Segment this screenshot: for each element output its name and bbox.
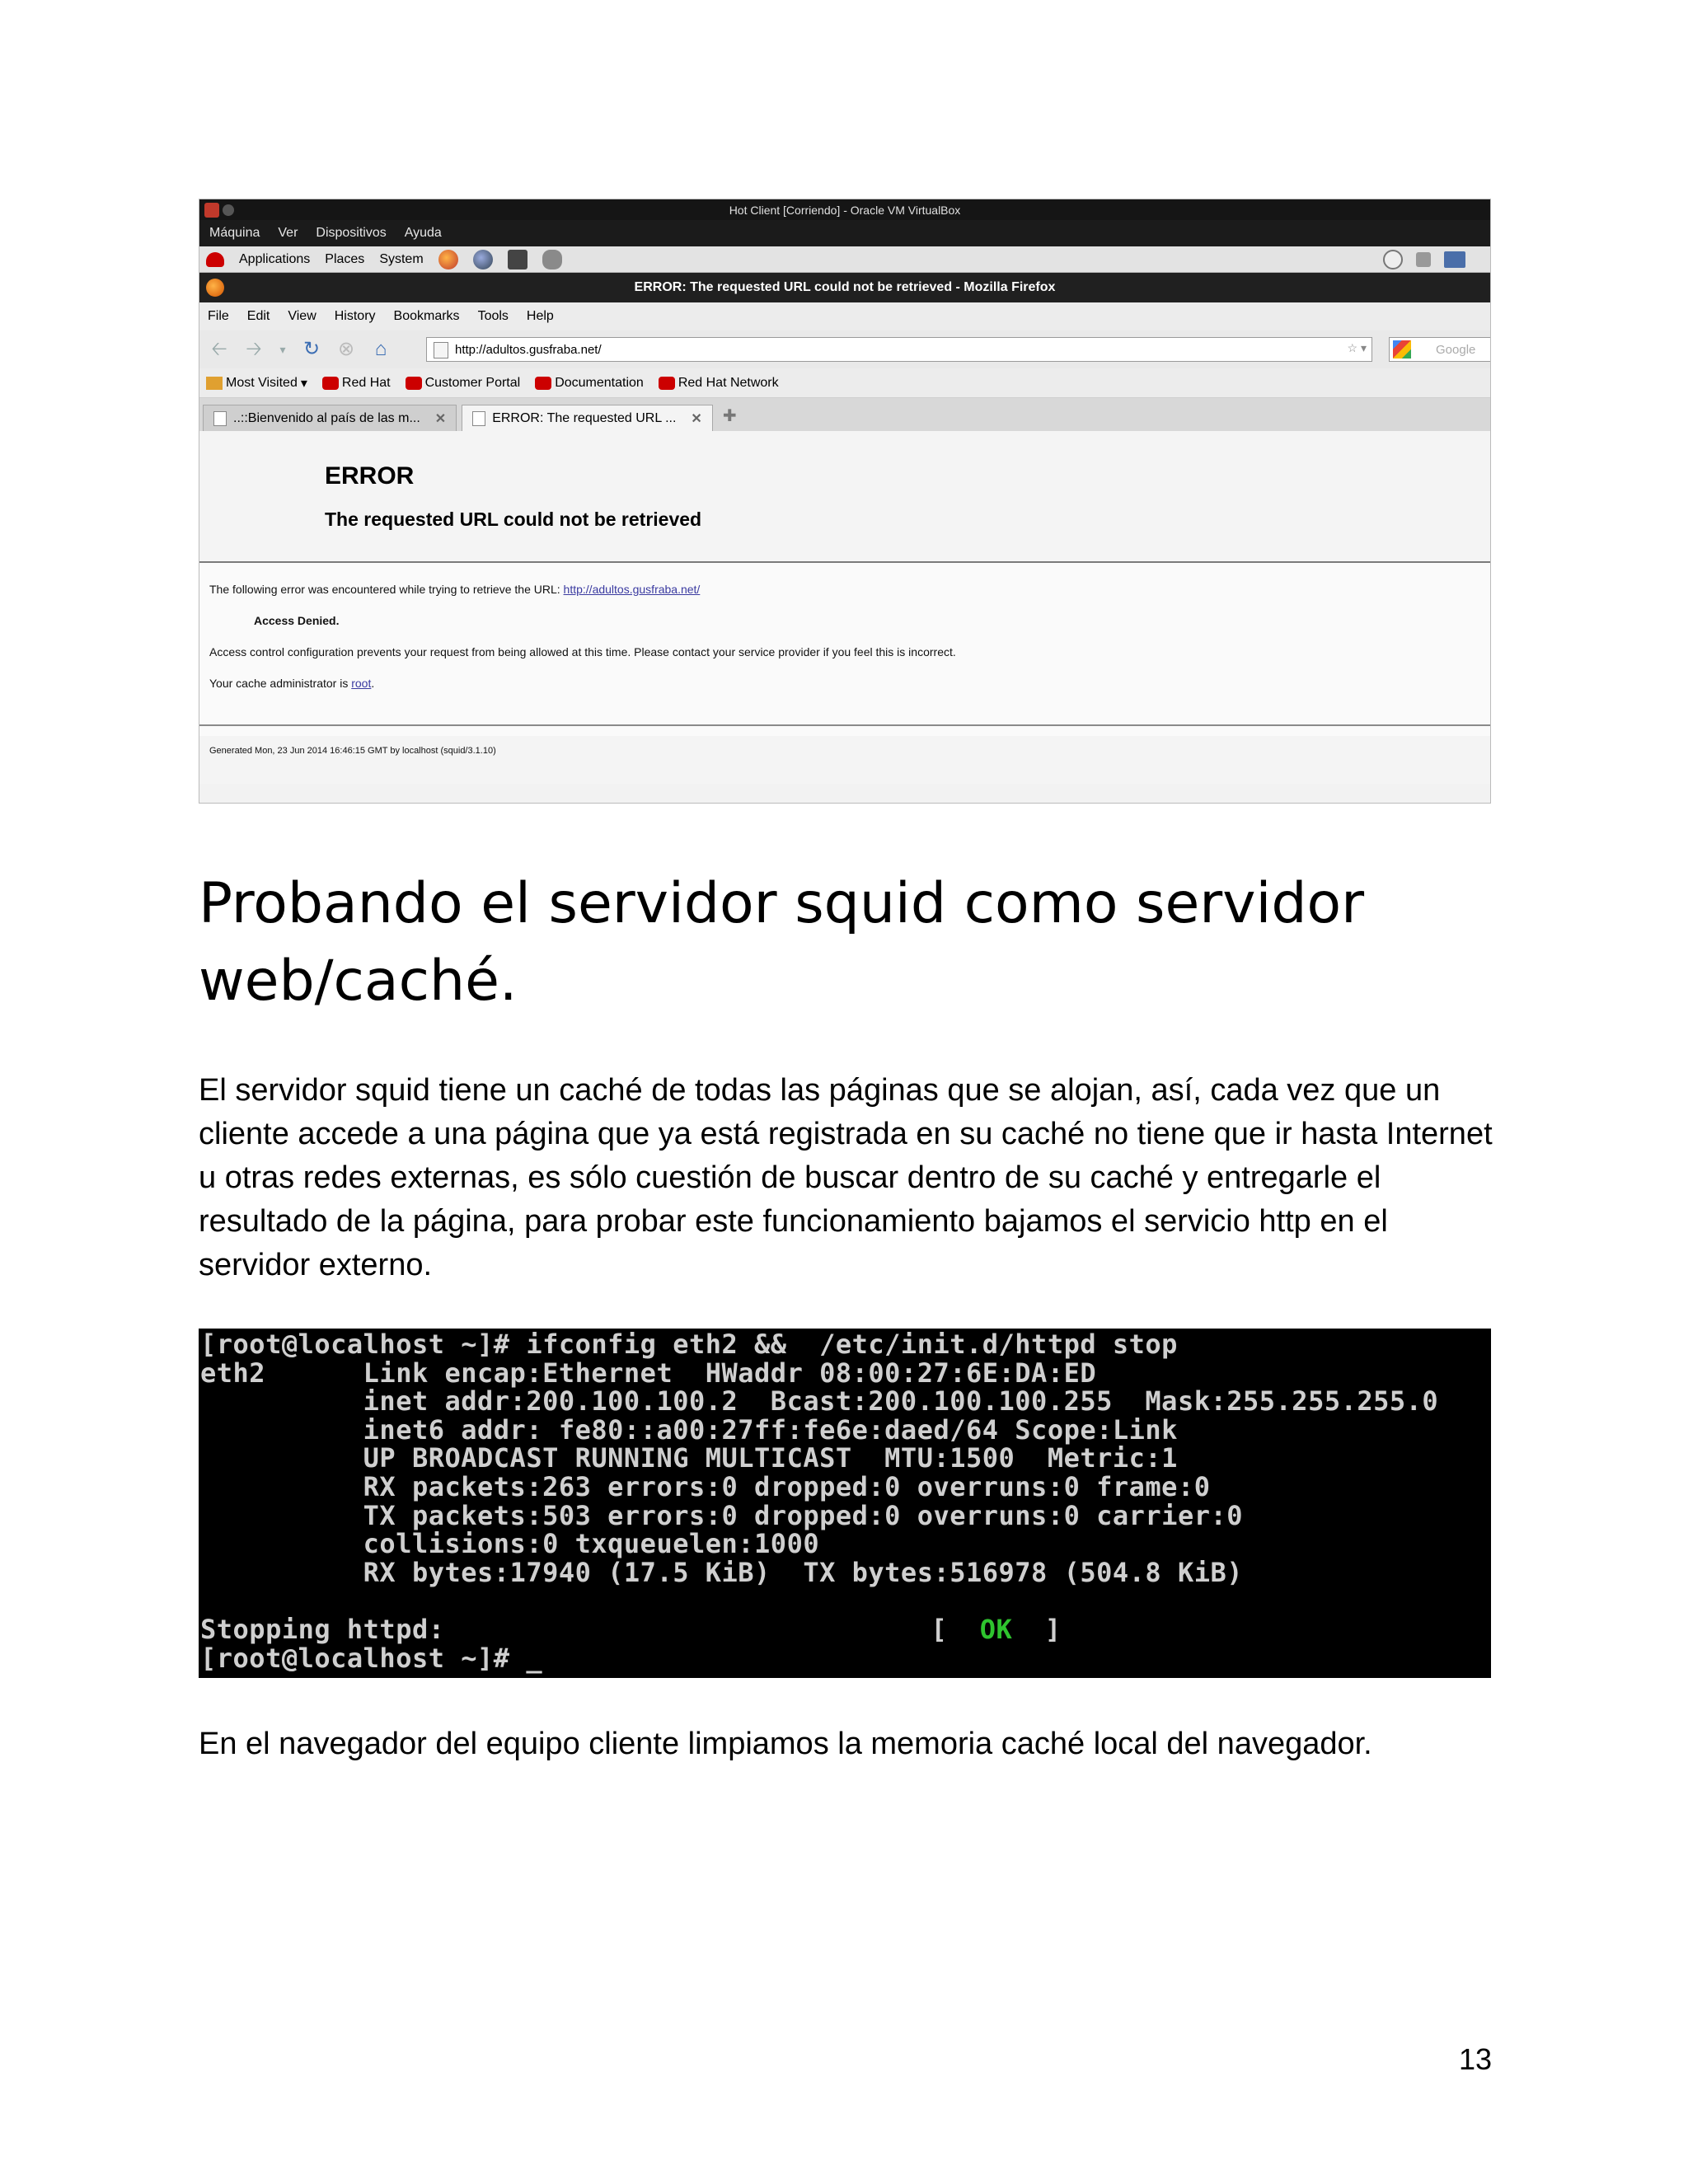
bookmark-label: Red Hat (341, 375, 391, 390)
cache-admin-link[interactable]: root (351, 677, 372, 690)
firefox-titlebar (199, 273, 1490, 302)
forward-arrow-icon[interactable]: 🡢 (246, 338, 262, 360)
tab-bienvenido[interactable] (203, 405, 457, 431)
bookmark-documentation[interactable] (535, 376, 644, 391)
bookmark-label: Red Hat Network (678, 375, 779, 390)
menu-bookmarks[interactable]: Bookmarks (393, 309, 460, 323)
close-icon[interactable]: ✕ (434, 411, 447, 426)
site-identity-icon[interactable] (434, 342, 448, 359)
terminal-line: inet addr:200.100.100.2 Bcast:200.100.100.255 Mask:255.255.255.0 (200, 1385, 1439, 1418)
gnome-top-panel (199, 246, 1490, 273)
bookmark-customer-portal[interactable] (406, 376, 521, 391)
virtualbox-icon (204, 203, 219, 218)
menu-file[interactable]: File (208, 309, 229, 323)
paragraph-clear-cache: En el navegador del equipo cliente limpiamos la memoria caché local del navegador. (199, 1727, 1372, 1761)
stopping-httpd: Stopping httpd: (200, 1613, 445, 1645)
terminal-line: TX packets:503 errors:0 dropped:0 overruns:0 carrier:0 (200, 1499, 1243, 1531)
status-open: [ (931, 1613, 980, 1645)
redhat-bookmark-icon (659, 377, 675, 390)
menu-history[interactable]: History (334, 309, 376, 323)
firefox-icon (206, 279, 224, 297)
paragraph-squid-cache: El servidor squid tiene un caché de todas las páginas que se alojan, así, cada vez que un cliente accede a una página que ya está registrada en su caché no tiene que ir hasta Internet u otras redes externas, es sólo cuestión de buscar dentro de su caché y entregarle el resultado de la página, para probar este funcionamiento bajamos el servicio http en el servidor externo. (199, 1073, 1493, 1282)
chevron-down-icon: ▾ (300, 376, 307, 391)
new-tab-icon[interactable]: ✚ (722, 407, 737, 425)
browser-screenshot (199, 199, 1491, 804)
terminal-output (200, 1330, 1438, 1672)
error-subtitle: The requested URL could not be retrieved (325, 509, 702, 530)
search-placeholder: Google (1436, 342, 1476, 357)
reload-icon[interactable]: ↻ (302, 338, 321, 360)
page-number: 13 (1458, 2042, 1492, 2076)
window-title: ERROR: The requested URL could not be retrieved - Mozilla Firefox (634, 280, 1056, 294)
menu-tools[interactable]: Tools (477, 309, 509, 323)
cache-admin-suffix: . (371, 677, 375, 690)
terminal-launcher-icon[interactable] (508, 250, 528, 269)
redhat-bookmark-icon (406, 377, 422, 390)
bookmark-label: Documentation (555, 375, 644, 390)
cache-admin-line (209, 677, 374, 690)
menu-help[interactable]: Help (526, 309, 554, 323)
virtualbox-title: Hot Client [Corriendo] - Oracle VM VirtualBox (729, 203, 961, 217)
error-url-line (209, 583, 700, 596)
terminal-line: eth2 Link encap:Ethernet HWaddr 08:00:27:6E:DA:ED (200, 1357, 1097, 1389)
footer-divider (199, 724, 1490, 726)
redhat-bookmark-icon (322, 377, 339, 390)
search-box[interactable] (1389, 337, 1491, 362)
home-icon[interactable]: ⌂ (374, 338, 387, 360)
terminal-line: RX bytes:17940 (17.5 KiB) TX bytes:516978 (504.8 KiB) (200, 1556, 1243, 1588)
tab-strip (199, 398, 1490, 431)
terminal-line: UP BROADCAST RUNNING MULTICAST MTU:1500 Metric:1 (200, 1442, 1178, 1474)
terminal-line: collisions:0 txqueuelen:1000 (200, 1528, 820, 1560)
bookmark-label: Customer Portal (424, 375, 521, 390)
status-ok: OK (979, 1613, 1013, 1645)
bookmark-red-hat-network[interactable] (659, 376, 779, 391)
access-denied: Access Denied. (254, 614, 340, 627)
bookmark-star-icon[interactable]: ☆ ▾ (1347, 341, 1367, 354)
generated-line: Generated Mon, 23 Jun 2014 16:46:15 GMT by localhost (squid/3.1.10) (209, 746, 496, 756)
mail-launcher-icon[interactable] (473, 250, 493, 269)
tab-error[interactable] (462, 405, 713, 431)
error-body (199, 563, 1490, 736)
panel-applications[interactable]: Applications (239, 251, 311, 266)
terminal-line: inet6 addr: fe80::a00:27ff:fe6e:daed/64 Scope:Link (200, 1413, 1178, 1446)
vbox-menu-maquina[interactable]: Máquina (209, 226, 260, 240)
terminal-prompt: [root@localhost ~]# _ (200, 1642, 543, 1674)
cache-admin-prefix: Your cache administrator is (209, 677, 352, 690)
vbox-menu-ver[interactable]: Ver (278, 226, 298, 240)
bookmark-red-hat[interactable] (322, 376, 391, 391)
tab-label: ERROR: The requested URL ... (492, 410, 677, 425)
url-bar[interactable] (426, 337, 1372, 362)
bookmarks-toolbar (199, 368, 1490, 398)
menu-view[interactable]: View (288, 309, 316, 323)
terminal-screenshot (199, 1329, 1491, 1678)
error-url-prefix: The following error was encountered while trying to retrieve the URL: (209, 583, 564, 596)
window-menu-icon[interactable] (223, 204, 234, 216)
history-dropdown-icon[interactable]: ▾ (279, 343, 286, 356)
tab-label: ..::Bienvenido al país de las m... (233, 410, 420, 425)
error-header (199, 431, 1490, 563)
folder-icon (206, 377, 223, 390)
page-icon (472, 411, 485, 426)
search-engine-icon[interactable] (1393, 340, 1411, 359)
virtualbox-titlebar (199, 199, 1490, 220)
update-notifier-icon[interactable] (1383, 250, 1403, 269)
url-text: http://adultos.gusfraba.net/ (455, 342, 602, 357)
panel-system[interactable]: System (379, 251, 424, 266)
terminal-line: RX packets:263 errors:0 dropped:0 overruns:0 frame:0 (200, 1470, 1211, 1502)
redhat-logo-icon (206, 252, 224, 267)
panel-places[interactable]: Places (325, 251, 365, 266)
firefox-launcher-icon[interactable] (438, 250, 458, 269)
network-icon[interactable] (1444, 251, 1465, 268)
page-icon (213, 411, 227, 426)
navigation-toolbar (199, 330, 1490, 368)
section-heading: Probando el servidor squid como servidor web/caché. (199, 871, 1365, 1014)
vbox-menu-dispositivos[interactable]: Dispositivos (316, 226, 387, 240)
menu-edit[interactable]: Edit (246, 309, 270, 323)
bookmark-label: Most Visited (226, 375, 298, 390)
redhat-bookmark-icon (535, 377, 551, 390)
error-title: ERROR (325, 462, 415, 490)
close-icon[interactable]: ✕ (691, 411, 702, 426)
error-footer (199, 736, 1490, 784)
stop-icon[interactable]: ⊗ (337, 338, 355, 360)
error-url-link[interactable]: http://adultos.gusfraba.net/ (563, 583, 701, 596)
bookmark-most-visited[interactable] (206, 375, 307, 391)
firefox-menubar (199, 302, 1490, 330)
back-arrow-icon[interactable]: 🡠 (211, 338, 227, 360)
status-close: ] (1012, 1613, 1062, 1645)
virtualbox-menubar (199, 220, 1490, 246)
access-control-text: Access control configuration prevents your request from being allowed at this time. Please contact your service provider if you feel this is incorrect. (209, 645, 956, 658)
volume-icon[interactable] (1416, 252, 1431, 267)
editor-launcher-icon[interactable] (542, 250, 562, 269)
vbox-menu-ayuda[interactable]: Ayuda (404, 226, 442, 240)
terminal-line: [root@localhost ~]# ifconfig eth2 && /etc/init.d/httpd stop (200, 1329, 1178, 1360)
